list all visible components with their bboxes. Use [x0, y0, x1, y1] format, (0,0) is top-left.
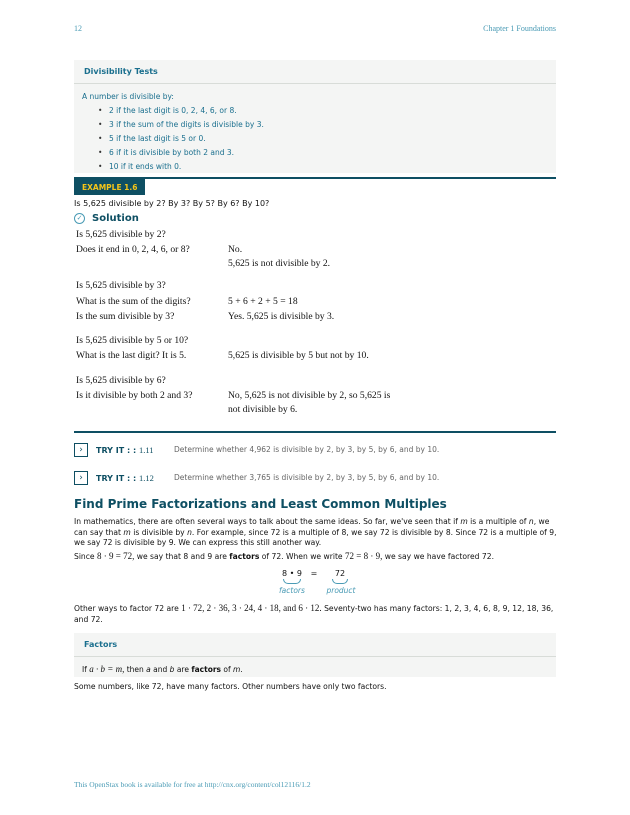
list-item: • 10 if it ends with 0. [101, 160, 548, 174]
step-question: Is 5,625 divisible by 5 or 10? [76, 335, 189, 346]
figure-product: 72 [334, 569, 346, 578]
solution-title: Solution [92, 213, 139, 224]
example-divider [74, 431, 556, 433]
step-question: Is the sum divisible by 3? [76, 311, 175, 322]
step-answer: 5,625 is divisible by 5 but not by 10. [228, 350, 369, 361]
step-answer: 5,625 is not divisible by 2. [228, 258, 331, 269]
step-question: Is it divisible by both 2 and 3? [76, 390, 193, 401]
figure-factors-caption: factors [279, 586, 305, 595]
step-answer: Yes. 5,625 is divisible by 3. [228, 311, 335, 322]
step-question: Is 5,625 divisible by 6? [76, 375, 166, 386]
paragraph-other-factors: Other ways to factor 72 are 1 · 72, 2 · 36, 3 · 24, 4 · 18, and 6 · 12. Seventy-two has many factors: 1, 2, 3, 4, 6, 8, 9, 12, 18, 36, and 72. [74, 603, 554, 624]
page-number: 12 [74, 24, 82, 33]
step-answer: 5 + 6 + 2 + 5 = 18 [228, 296, 298, 307]
step-question: What is the sum of the digits? [76, 296, 191, 307]
product-brace [332, 579, 348, 584]
figure-product-caption: product [326, 586, 356, 595]
step-question: What is the last digit? It is 5. [76, 350, 187, 361]
divisibility-tests-title: Divisibility Tests [74, 60, 556, 84]
try-it-label: TRY IT : : [96, 474, 137, 483]
running-header [74, 24, 556, 36]
paragraph-closing: Some numbers, like 72, have many factors. Other numbers have only two factors. [74, 682, 387, 691]
example-label: EXAMPLE 1.6 [74, 179, 145, 195]
try-it-text: Determine whether 4,962 is divisible by 2, by 3, by 5, by 6, and by 10. [174, 445, 440, 454]
factors-definition-box [74, 633, 556, 677]
example-band [74, 177, 556, 195]
list-item: • 2 if the last digit is 0, 2, 4, 6, or 8. [101, 104, 548, 118]
check-circle-icon: ✓ [74, 213, 85, 224]
chevron-right-icon[interactable]: › [74, 471, 88, 485]
try-it-number: 1.12 [138, 473, 154, 483]
figure-equals: = [310, 569, 318, 578]
section-title: Find Prime Factorizations and Least Common Multiples [74, 497, 447, 511]
list-item: • 3 if the sum of the digits is divisible by 3. [101, 118, 548, 132]
step-answer: No. [228, 244, 243, 255]
step-answer: No, 5,625 is not divisible by 2, so 5,625 is [228, 390, 391, 401]
footer-link[interactable]: This OpenStax book is available for free at http://cnx.org/content/col12116/1.2 [74, 780, 311, 789]
step-question: Does it end in 0, 2, 4, 6, or 8? [76, 244, 190, 255]
step-question: Is 5,625 divisible by 2? [76, 229, 166, 240]
try-it-1-12[interactable] [74, 471, 556, 487]
list-item: • 5 if the last digit is 5 or 0. [101, 132, 548, 146]
factors-definition-title: Factors [74, 633, 556, 657]
divisibility-intro: A number is divisible by: [82, 92, 174, 101]
try-it-text: Determine whether 3,765 is divisible by 2, by 3, by 5, by 6, and by 10. [174, 473, 440, 482]
list-item: • 6 if it is divisible by both 2 and 3. [101, 146, 548, 160]
chevron-right-icon[interactable]: › [74, 443, 88, 457]
example-question: Is 5,625 divisible by 2? By 3? By 5? By 6? By 10? [74, 199, 270, 208]
figure-factors: 8 • 9 [282, 569, 302, 578]
paragraph-factors: Since 8 · 9 = 72, we say that 8 and 9 are factors of 72. When we write 72 = 8 · 9, we say we have factored 72. [74, 551, 494, 561]
step-answer: not divisible by 6. [228, 404, 298, 415]
factors-definition-text: If a · b = m, then a and b are factors of m. [82, 664, 243, 674]
divisibility-tests-box [74, 60, 556, 173]
try-it-label: TRY IT : : [96, 446, 137, 455]
try-it-number: 1.11 [138, 445, 154, 455]
paragraph-intro: In mathematics, there are often several ways to talk about the same ideas. So far, we've seen that if m is a multiple of n, we can say that m is divisible by n. For example, since 72 is a multiple of 8, we say 72 is divisible by 8. Since 72 is a multiple of 9, we say 72 is divisible by 9. We can express this still another way. [74, 517, 557, 547]
step-question: Is 5,625 divisible by 3? [76, 280, 166, 291]
try-it-1-11[interactable] [74, 443, 556, 459]
divisibility-list [101, 104, 548, 174]
factors-brace [283, 579, 301, 584]
chapter-title: Chapter 1 Foundations [483, 24, 556, 33]
